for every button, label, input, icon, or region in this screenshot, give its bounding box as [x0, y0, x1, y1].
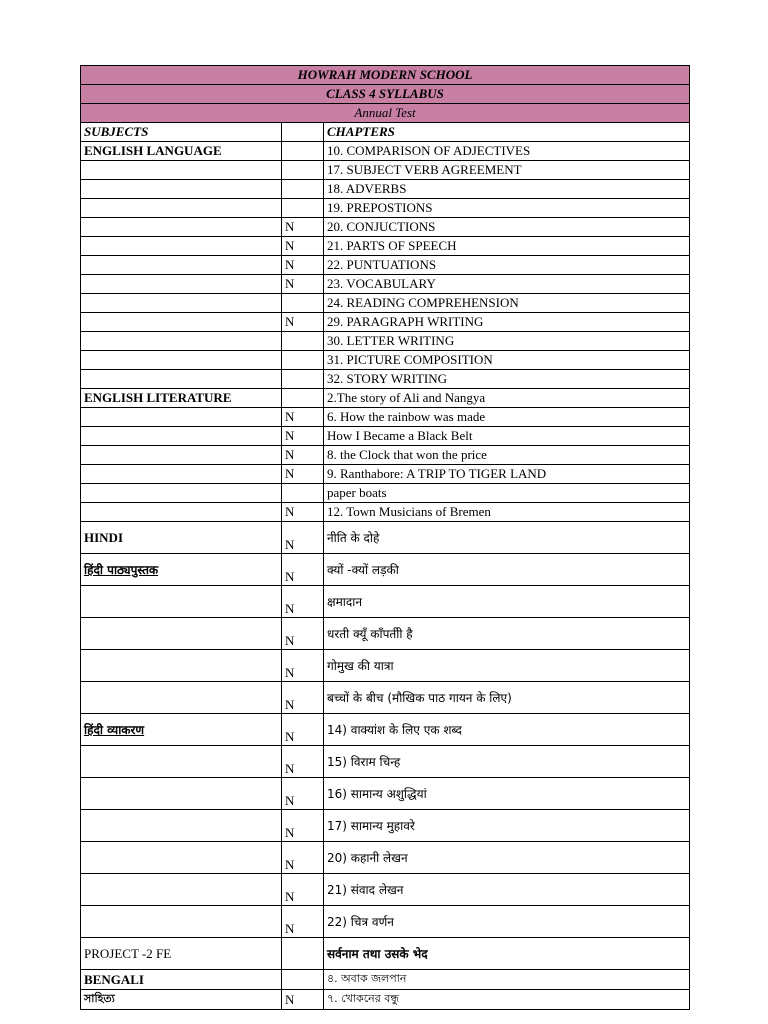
subject-cell — [81, 484, 282, 503]
table-row — [81, 586, 690, 618]
subject-cell: HINDI — [81, 522, 282, 554]
chapter-cell: क्षमादान — [324, 586, 690, 618]
chapter-cell: 15) विराम चिन्ह — [324, 746, 690, 778]
chapter-cell: सर्वनाम तथा उसके भेद — [324, 938, 690, 970]
table-row — [81, 650, 690, 682]
table-row — [81, 142, 690, 161]
mark-cell — [282, 180, 324, 199]
table-row — [81, 446, 690, 465]
chapter-cell: 17) सामान्य मुहावरे — [324, 810, 690, 842]
table-row — [81, 970, 690, 990]
subject-cell — [81, 874, 282, 906]
chapter-cell: 22) चित्र वर्णन — [324, 906, 690, 938]
mark-cell: N — [282, 682, 324, 714]
mark-cell: N — [282, 503, 324, 522]
mark-cell: N — [282, 778, 324, 810]
table-row — [81, 256, 690, 275]
chapter-cell: गोमुख की यात्रा — [324, 650, 690, 682]
subject-cell — [81, 180, 282, 199]
mark-cell: N — [282, 256, 324, 275]
mark-cell: N — [282, 237, 324, 256]
chapter-cell: 23. VOCABULARY — [324, 275, 690, 294]
subject-cell — [81, 370, 282, 389]
table-row — [81, 294, 690, 313]
chapter-cell: बच्चों के बीच (मौखिक पाठ गायन के लिए) — [324, 682, 690, 714]
table-row — [81, 370, 690, 389]
mark-cell — [282, 161, 324, 180]
mark-cell: N — [282, 746, 324, 778]
subject-cell: সাহিত্য — [81, 990, 282, 1010]
chapter-cell: 2.The story of Ali and Nangya — [324, 389, 690, 408]
chapter-cell: 29. PARAGRAPH WRITING — [324, 313, 690, 332]
chapter-cell: 17. SUBJECT VERB AGREEMENT — [324, 161, 690, 180]
table-row — [81, 522, 690, 554]
table-row — [81, 465, 690, 484]
mark-cell — [282, 142, 324, 161]
table-row — [81, 484, 690, 503]
table-row — [81, 332, 690, 351]
chapter-cell: 16) सामान्य अशुद्धियां — [324, 778, 690, 810]
chapter-cell: 32. STORY WRITING — [324, 370, 690, 389]
subject-cell — [81, 746, 282, 778]
mark-cell: N — [282, 446, 324, 465]
table-row — [81, 554, 690, 586]
subject-cell — [81, 332, 282, 351]
table-row — [81, 503, 690, 522]
subject-cell — [81, 465, 282, 484]
subject-cell — [81, 408, 282, 427]
subject-cell — [81, 161, 282, 180]
chapter-cell: How I Became a Black Belt — [324, 427, 690, 446]
table-row — [81, 218, 690, 237]
mark-cell: N — [282, 313, 324, 332]
chapter-cell: 20. CONJUCTIONS — [324, 218, 690, 237]
mark-cell: N — [282, 427, 324, 446]
subject-cell — [81, 199, 282, 218]
table-row — [81, 199, 690, 218]
table-row — [81, 906, 690, 938]
chapter-cell: 9. Ranthabore: A TRIP TO TIGER LAND — [324, 465, 690, 484]
chapter-cell: ৭. খোকনের বন্ধু — [324, 990, 690, 1010]
subject-cell — [81, 294, 282, 313]
mark-cell: N — [282, 522, 324, 554]
mark-cell — [282, 938, 324, 970]
mark-cell: N — [282, 554, 324, 586]
mark-cell: N — [282, 714, 324, 746]
mark-cell: N — [282, 408, 324, 427]
table-row — [81, 714, 690, 746]
table-row — [81, 313, 690, 332]
chapter-cell: 31. PICTURE COMPOSITION — [324, 351, 690, 370]
subject-cell — [81, 275, 282, 294]
table-row — [81, 810, 690, 842]
mark-cell: N — [282, 842, 324, 874]
mark-cell: N — [282, 810, 324, 842]
subject-cell — [81, 446, 282, 465]
subject-cell — [81, 218, 282, 237]
table-row — [81, 351, 690, 370]
chapter-cell: नीति के दोहे — [324, 522, 690, 554]
table-row — [81, 682, 690, 714]
table-row — [81, 180, 690, 199]
subject-cell — [81, 906, 282, 938]
chapter-cell: ৪. অবাক জলপান — [324, 970, 690, 990]
mark-cell: N — [282, 275, 324, 294]
subject-cell: ENGLISH LANGUAGE — [81, 142, 282, 161]
subject-cell — [81, 778, 282, 810]
chapter-cell: 18. ADVERBS — [324, 180, 690, 199]
mark-column-header — [282, 123, 324, 142]
subject-cell — [81, 618, 282, 650]
mark-cell: N — [282, 650, 324, 682]
mark-cell: N — [282, 874, 324, 906]
subject-cell — [81, 650, 282, 682]
subject-cell: हिंदी पाठ्यपुस्तक — [81, 554, 282, 586]
table-row — [81, 842, 690, 874]
header-row-class — [81, 85, 690, 104]
subject-cell — [81, 503, 282, 522]
subject-cell — [81, 256, 282, 275]
chapter-cell: 21. PARTS OF SPEECH — [324, 237, 690, 256]
mark-cell: N — [282, 465, 324, 484]
subject-cell — [81, 842, 282, 874]
syllabus-table — [80, 65, 690, 1010]
mark-cell: N — [282, 586, 324, 618]
mark-cell: N — [282, 618, 324, 650]
chapter-cell: paper boats — [324, 484, 690, 503]
subjects-column-header: SUBJECTS — [81, 123, 282, 142]
subject-cell: ENGLISH LITERATURE — [81, 389, 282, 408]
table-row — [81, 990, 690, 1010]
table-row — [81, 408, 690, 427]
subject-cell: BENGALI — [81, 970, 282, 990]
table-row — [81, 389, 690, 408]
class-title: CLASS 4 SYLLABUS — [81, 85, 690, 104]
chapter-cell: 10. COMPARISON OF ADJECTIVES — [324, 142, 690, 161]
chapter-cell: 19. PREPOSTIONS — [324, 199, 690, 218]
mark-cell: N — [282, 906, 324, 938]
mark-cell — [282, 389, 324, 408]
chapter-cell: 20) कहानी लेखन — [324, 842, 690, 874]
mark-cell: N — [282, 218, 324, 237]
table-row — [81, 161, 690, 180]
mark-cell — [282, 332, 324, 351]
chapter-cell: 8. the Clock that won the price — [324, 446, 690, 465]
table-row — [81, 938, 690, 970]
chapters-column-header: CHAPTERS — [324, 123, 690, 142]
subject-cell — [81, 313, 282, 332]
chapter-cell: 24. READING COMPREHENSION — [324, 294, 690, 313]
mark-cell — [282, 351, 324, 370]
subject-cell: PROJECT -2 FE — [81, 938, 282, 970]
subject-cell — [81, 682, 282, 714]
chapter-cell: 12. Town Musicians of Bremen — [324, 503, 690, 522]
exam-title: Annual Test — [81, 104, 690, 123]
chapter-cell: 6. How the rainbow was made — [324, 408, 690, 427]
mark-cell — [282, 370, 324, 389]
chapter-cell: क्यों -क्यों लड़की — [324, 554, 690, 586]
table-row — [81, 746, 690, 778]
chapter-cell: 14) वाक्यांश के लिए एक शब्द — [324, 714, 690, 746]
chapter-cell: 22. PUNTUATIONS — [324, 256, 690, 275]
subject-cell — [81, 237, 282, 256]
chapter-cell: धरती क्यूँ काँपतीी है — [324, 618, 690, 650]
subject-cell — [81, 810, 282, 842]
mark-cell — [282, 199, 324, 218]
header-row-school — [81, 66, 690, 85]
chapter-cell: 30. LETTER WRITING — [324, 332, 690, 351]
subject-cell — [81, 427, 282, 446]
mark-cell — [282, 970, 324, 990]
table-row — [81, 874, 690, 906]
school-name: HOWRAH MODERN SCHOOL — [81, 66, 690, 85]
mark-cell — [282, 294, 324, 313]
table-row — [81, 427, 690, 446]
subject-cell: हिंदी व्याकरण — [81, 714, 282, 746]
subject-cell — [81, 351, 282, 370]
chapter-cell: 21) संवाद लेखन — [324, 874, 690, 906]
table-row — [81, 237, 690, 256]
subject-cell — [81, 586, 282, 618]
column-header-row — [81, 123, 690, 142]
header-row-exam — [81, 104, 690, 123]
mark-cell — [282, 484, 324, 503]
table-row — [81, 618, 690, 650]
table-row — [81, 275, 690, 294]
mark-cell: N — [282, 990, 324, 1010]
table-row — [81, 778, 690, 810]
